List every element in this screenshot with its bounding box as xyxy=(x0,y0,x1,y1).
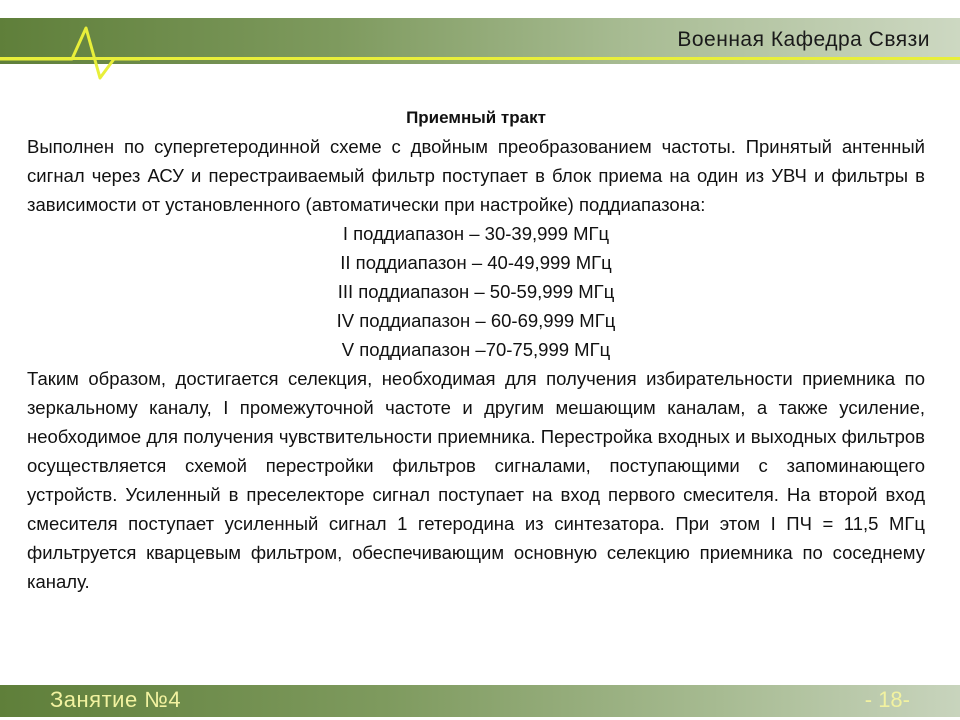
lesson-label: Занятие №4 xyxy=(50,687,182,712)
subrange-item: V поддиапазон –70-75,999 МГц xyxy=(341,339,611,360)
pulse-icon xyxy=(0,20,140,90)
subrange-list xyxy=(27,219,925,364)
page-number: - 18- xyxy=(864,687,910,712)
subrange-item: I поддиапазон – 30-39,999 МГц xyxy=(342,223,610,244)
intro-paragraph: Выполнен по супергетеродинной схеме с двойным преобразованием частоты. Принятый антенный сигнал через АСУ и перестраиваемый фильтр поступает в блок приема на один из УВЧ и фильтры в зависимости от установленного (автоматически при настройке) поддиапазона: xyxy=(27,136,925,215)
header-title: Военная Кафедра Связи xyxy=(677,28,930,51)
body-paragraph: Таким образом, достигается селекция, необходимая для получения избирательности приемника по зеркальному каналу, I промежуточной частоте и другим мешающим каналам, а также усиление, необходимое для получения чувствительности приемника. Перестройка входных и выходных фильтров осуществляется схемой перестройки фильтров сигналами, поступающими с запоминающего устройств. Усиленный в преселекторе сигнал поступает на вход первого смесителя. На второй вход смесителя поступает усиленный сигнал 1 гетеродина из синтезатора. При этом I ПЧ = 11,5 МГц фильтруется кварцевым фильтром, обеспечивающим основную селекцию приемника по соседнему каналу. xyxy=(27,368,925,592)
main-content xyxy=(27,104,925,596)
page-title: Приемный тракт xyxy=(406,108,546,127)
subrange-item: II поддиапазон – 40-49,999 МГц xyxy=(340,252,612,273)
subrange-item: III поддиапазон – 50-59,999 МГц xyxy=(337,281,615,302)
footer-band xyxy=(0,685,960,717)
subrange-item: IV поддиапазон – 60-69,999 МГц xyxy=(336,310,616,331)
header-accent-line xyxy=(0,57,960,60)
